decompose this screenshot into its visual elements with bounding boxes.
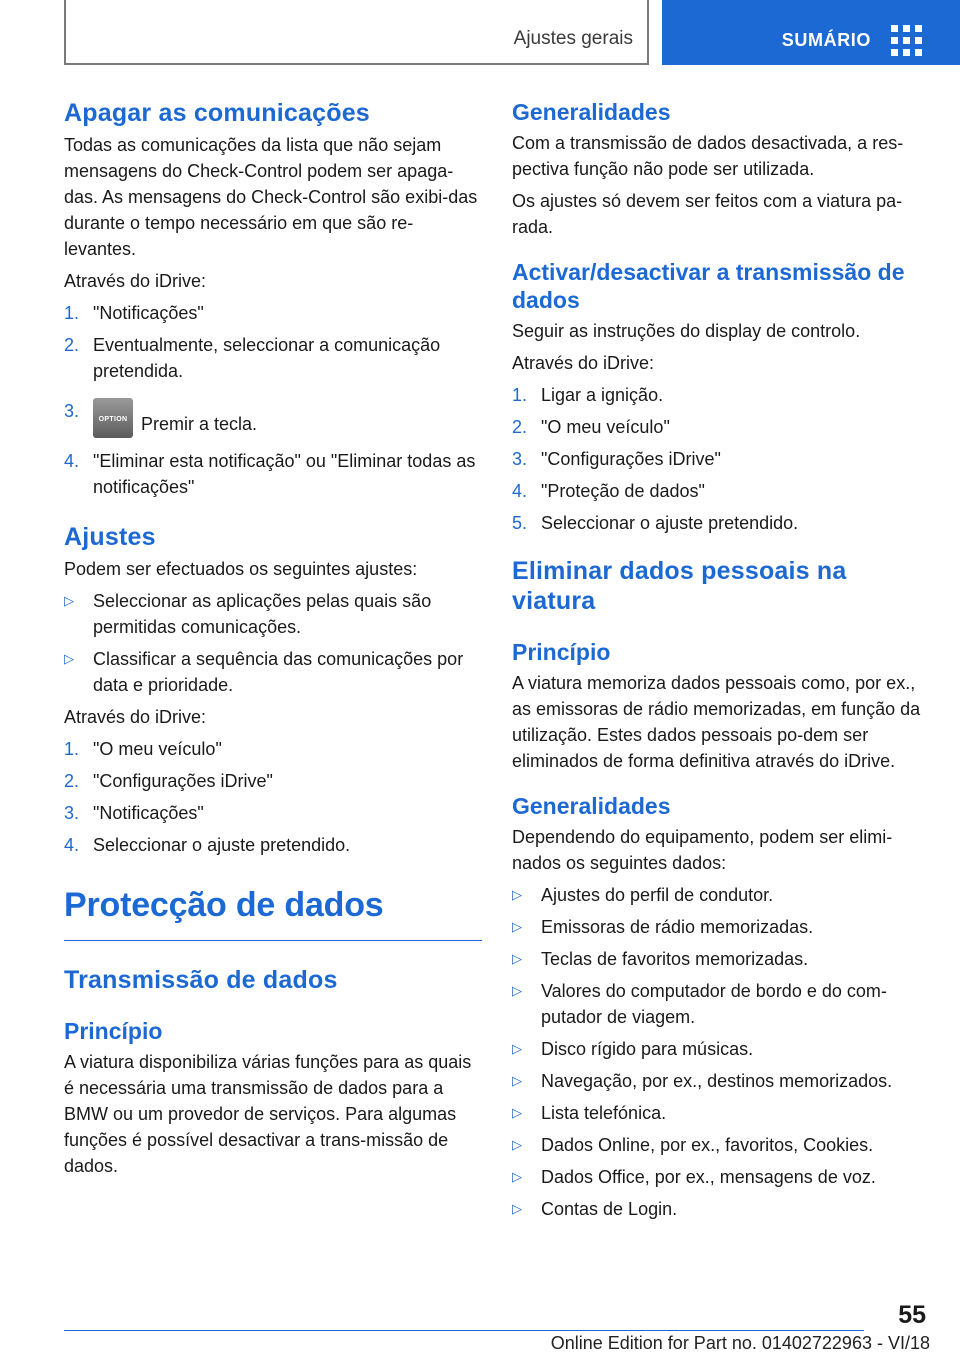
- list-item: ▷ Ajustes do perfil de condutor.: [512, 882, 924, 908]
- triangle-right-icon: ▷: [512, 887, 522, 902]
- list-item: 3. "Configurações iDrive": [512, 449, 721, 469]
- triangle-right-icon: ▷: [512, 1137, 522, 1152]
- summary-label: SUMÁRIO: [781, 30, 871, 50]
- list-item: 4. "Eliminar esta notificação" ou "Eliminar todas as notificações": [64, 451, 476, 497]
- list-item: 5. Seleccionar o ajuste pretendido.: [512, 513, 799, 533]
- triangle-right-icon: ▷: [512, 1041, 522, 1056]
- bullet-list-ajustes: [64, 588, 482, 698]
- right-column: [512, 98, 924, 1228]
- header-section-box: [64, 0, 649, 65]
- footer-divider: [64, 1330, 864, 1331]
- list-item: ▷ Dados Online, por ex., favoritos, Cookies.: [512, 1132, 924, 1158]
- list-item: ▷ Lista telefónica.: [512, 1100, 924, 1126]
- list-item: ▷ Classificar a sequência das comunicações por data e prioridade.: [64, 646, 482, 698]
- option-key-icon: OPTION: [93, 398, 133, 438]
- triangle-right-icon: ▷: [512, 1169, 522, 1184]
- list-item: 1. "O meu veículo": [64, 739, 222, 759]
- list-item: 2. "O meu veículo": [512, 417, 670, 437]
- left-column: [64, 98, 482, 1179]
- list-item: 1. Ligar a ignição.: [512, 385, 664, 405]
- heading-transmissao: Transmissão de dados: [64, 966, 338, 994]
- list-item: ▷ Seleccionar as aplicações pelas quais são permitidas comunicações.: [64, 588, 482, 640]
- paragraph: A viatura memoriza dados pessoais como, por ex., as emissoras de rádio memorizadas, em função da utilização. Estes dados pessoais po‐dem ser eliminados de forma definitiva através do iDrive.: [512, 673, 921, 771]
- paragraph: Dependendo do equipamento, podem ser elimi‐nados os seguintes dados:: [512, 827, 893, 873]
- steps-list-ajustes: [64, 736, 482, 858]
- paragraph: Os ajustes só devem ser feitos com a viatura pa‐rada.: [512, 191, 903, 237]
- list-item: 3. OPTION Premir a tecla.: [64, 398, 482, 438]
- paragraph: A viatura disponibiliza várias funções para as quais é necessária uma transmissão de dados para a BMW ou um provedor de serviços. Para algumas funções é possível desactivar a trans‐missão de dados.: [64, 1052, 472, 1176]
- paragraph: Através do iDrive:: [512, 353, 655, 373]
- list-item: 2. "Configurações iDrive": [64, 771, 273, 791]
- paragraph: Seguir as instruções do display de controlo.: [512, 321, 861, 341]
- list-item: ▷ Teclas de favoritos memorizadas.: [512, 946, 924, 972]
- heading-proteccao: Protecção de dados: [64, 884, 482, 941]
- paragraph: Através do iDrive:: [64, 707, 207, 727]
- list-item: ▷ Contas de Login.: [512, 1196, 924, 1222]
- heading-apagar: Apagar as comunicações: [64, 99, 370, 127]
- triangle-right-icon: ▷: [64, 593, 74, 608]
- triangle-right-icon: ▷: [64, 651, 74, 666]
- list-item: 1. "Notificações": [64, 303, 204, 323]
- heading-eliminar: Eliminar dados pessoais na viatura: [512, 557, 847, 615]
- list-item: ▷ Dados Office, por ex., mensagens de voz.: [512, 1164, 924, 1190]
- list-item: 3. "Notificações": [64, 803, 204, 823]
- paragraph: Todas as comunicações da lista que não sejam mensagens do Check-Control podem ser apaga‐das. As mensagens do Check-Control são exibi‐das durante o tempo necessário em que são re‐levantes.: [64, 135, 478, 259]
- triangle-right-icon: ▷: [512, 1105, 522, 1120]
- bullet-list-eliminar: [512, 882, 924, 1222]
- heading-principio: Princípio: [64, 1018, 163, 1044]
- paragraph: Com a transmissão de dados desactivada, a res‐pectiva função não pode ser utilizada.: [512, 133, 904, 179]
- footer-edition: Online Edition for Part no. 01402722963 - VI/18: [550, 1333, 930, 1353]
- list-item: 4. Seleccionar o ajuste pretendido.: [64, 835, 351, 855]
- triangle-right-icon: ▷: [512, 951, 522, 966]
- steps-list-activar: [512, 382, 924, 536]
- heading-ajustes: Ajustes: [64, 523, 156, 551]
- list-item: ▷ Navegação, por ex., destinos memorizados.: [512, 1068, 924, 1094]
- heading-activar: Activar/desactivar a transmissão de dados: [512, 259, 905, 313]
- triangle-right-icon: ▷: [512, 1073, 522, 1088]
- heading-generalidades: Generalidades: [512, 99, 671, 125]
- triangle-right-icon: ▷: [512, 983, 522, 998]
- list-item: ▷ Disco rígido para músicas.: [512, 1036, 924, 1062]
- list-item: 4. "Proteção de dados": [512, 481, 705, 501]
- list-item: ▷ Emissoras de rádio memorizadas.: [512, 914, 924, 940]
- page-number: 55: [898, 1301, 926, 1329]
- triangle-right-icon: ▷: [512, 1201, 522, 1216]
- heading-principio: Princípio: [512, 639, 611, 665]
- summary-button[interactable]: [662, 0, 960, 65]
- paragraph: Através do iDrive:: [64, 271, 207, 291]
- heading-generalidades: Generalidades: [512, 793, 671, 819]
- list-item: 2. Eventualmente, seleccionar a comunicação pretendida.: [64, 335, 441, 381]
- steps-list-apagar: [64, 300, 482, 500]
- list-item: ▷ Valores do computador de bordo e do com‐putador de viagem.: [512, 978, 924, 1030]
- grid-icon: [891, 25, 922, 56]
- triangle-right-icon: ▷: [512, 919, 522, 934]
- section-title: Ajustes gerais: [513, 28, 633, 49]
- paragraph: Podem ser efectuados os seguintes ajustes:: [64, 559, 418, 579]
